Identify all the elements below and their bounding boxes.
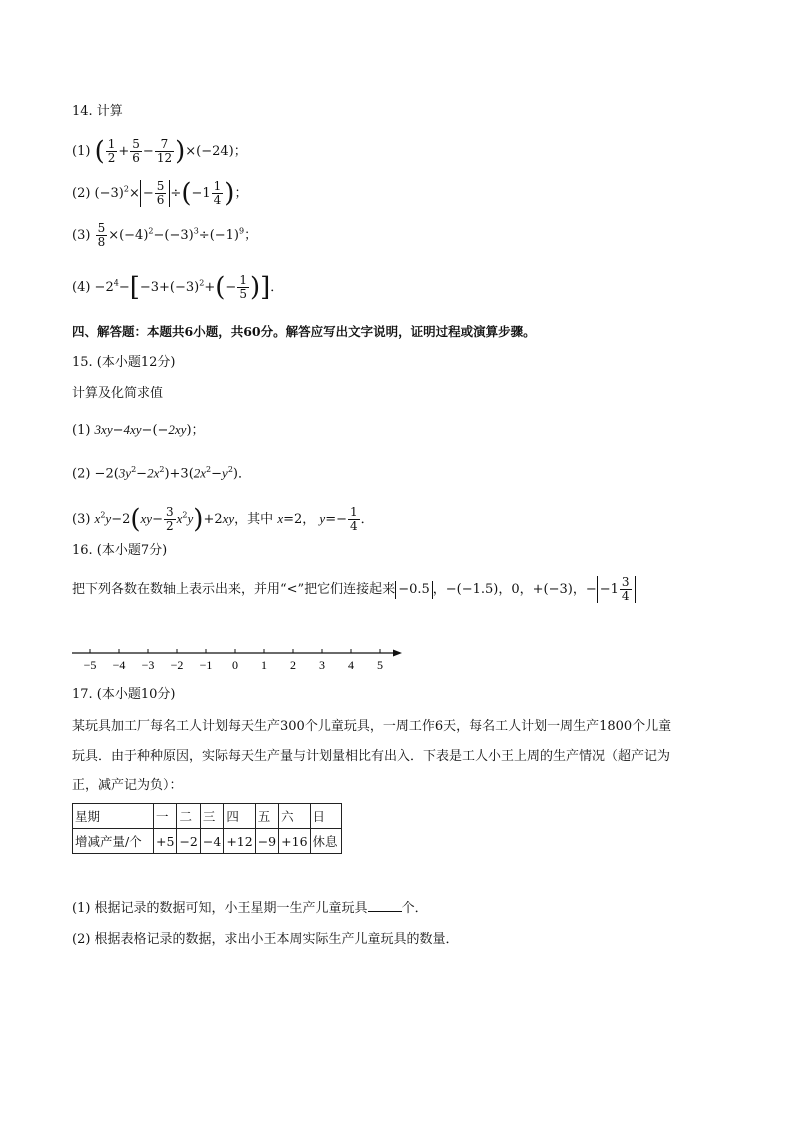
answer-blank[interactable]	[368, 911, 402, 912]
table-cell: −2	[177, 829, 200, 854]
q17-text-line2: 玩具．由于种种原因，实际每天生产量与计划量相比有出入．下表是工人小王上周的生产情况（超产记为	[72, 749, 671, 764]
q17-text-line3: 正，减产记为负）：	[72, 778, 183, 793]
q14-part4: $(4) -2^4-[-3+(-3)^2+(-$ $\frac{1}{5}$ )]．	[72, 272, 284, 303]
axis-tick-label: 5	[377, 658, 383, 672]
q14-part1: (1) ( $\frac{1}{2}$ + $\frac{5}{6}$ − $\frac{7}{12}$ )×(−24)；	[72, 136, 247, 167]
q17-sub2: (2) 根据表格记录的数据，求出小王本周实际生产儿童玩具的数量．	[72, 932, 459, 947]
q15-title: 15. (本小题12分)	[72, 355, 176, 370]
table-cell: 三	[200, 804, 223, 829]
table-cell: −9	[255, 829, 278, 854]
axis-tick-label: −5	[83, 658, 97, 672]
axis-tick-label: 2	[290, 658, 296, 672]
table-cell: +5	[154, 829, 177, 854]
table-cell: 休息	[310, 829, 341, 854]
q15-intro: 计算及化简求值	[72, 386, 164, 401]
q14-part3: (3) $\frac{5}{8}$ $\times(-4)^2-(-3)^3\div(-1)^9$；	[72, 221, 258, 249]
table-cell: 四	[224, 804, 255, 829]
number-line	[60, 640, 420, 676]
axis-tick-label: −1	[199, 658, 213, 672]
q15-part3: (3) $x^2y-2(xy-$ $\frac{3}{2}$ $x^2y)+2xy$，其中 x=2， y=− $\frac{1}{4}$ ．	[72, 504, 374, 535]
q17-text-line1: 某玩具加工厂每名工人计划每天生产300个儿童玩具，一周工作6天，每名工人计划一周生产1800个儿童	[72, 719, 672, 734]
axis-tick-label: 1	[261, 658, 267, 672]
table-cell: 增减产量/个	[73, 829, 154, 854]
table-cell: 日	[310, 804, 341, 829]
production-table	[72, 803, 342, 854]
q14-title: 14. 计算	[72, 104, 123, 119]
axis-tick-label: 4	[348, 658, 354, 672]
table-cell: −4	[200, 829, 223, 854]
axis-tick-label: −3	[141, 658, 155, 672]
q17-sub1: (1) 根据记录的数据可知，小王星期一生产儿童玩具 个．	[72, 901, 428, 916]
axis-tick-label: 3	[319, 658, 325, 672]
q17-title: 17. (本小题10分)	[72, 687, 176, 702]
table-row-change	[73, 829, 342, 854]
q16-title: 16. (本小题7分)	[72, 543, 168, 558]
q14-part2: (2) $(-3)^2\times$ − $\frac{5}{6}$ ÷(−1 $\frac{1}{4}$ )；	[72, 178, 248, 209]
table-cell: 六	[279, 804, 310, 829]
q15-part2: $(2) -2(3y^2-2x^2)+3(2x^2-y^2)$．	[72, 465, 251, 482]
axis-tick-label: 0	[232, 658, 238, 672]
table-cell: 一	[154, 804, 177, 829]
table-cell: 二	[177, 804, 200, 829]
table-cell: +16	[279, 829, 310, 854]
q16-text: 把下列各数在数轴上表示出来，并用“<”把它们连接起来 −0.5 ，−(−1.5)，0，+(−3)，− −1 $\frac{3}{4}$	[72, 576, 636, 603]
table-cell: 星期	[73, 804, 154, 829]
table-row-weekday	[73, 804, 342, 829]
q15-part1: (1) 3xy−4xy−(−2xy)；	[72, 422, 205, 438]
axis-tick-label: −4	[112, 658, 126, 672]
section-heading: 四、解答题：本题共6小题，共60分。解答应写出文字说明，证明过程或演算步骤。	[72, 324, 536, 339]
axis-tick-label: −2	[170, 658, 184, 672]
table-cell: +12	[224, 829, 255, 854]
table-cell: 五	[255, 804, 278, 829]
